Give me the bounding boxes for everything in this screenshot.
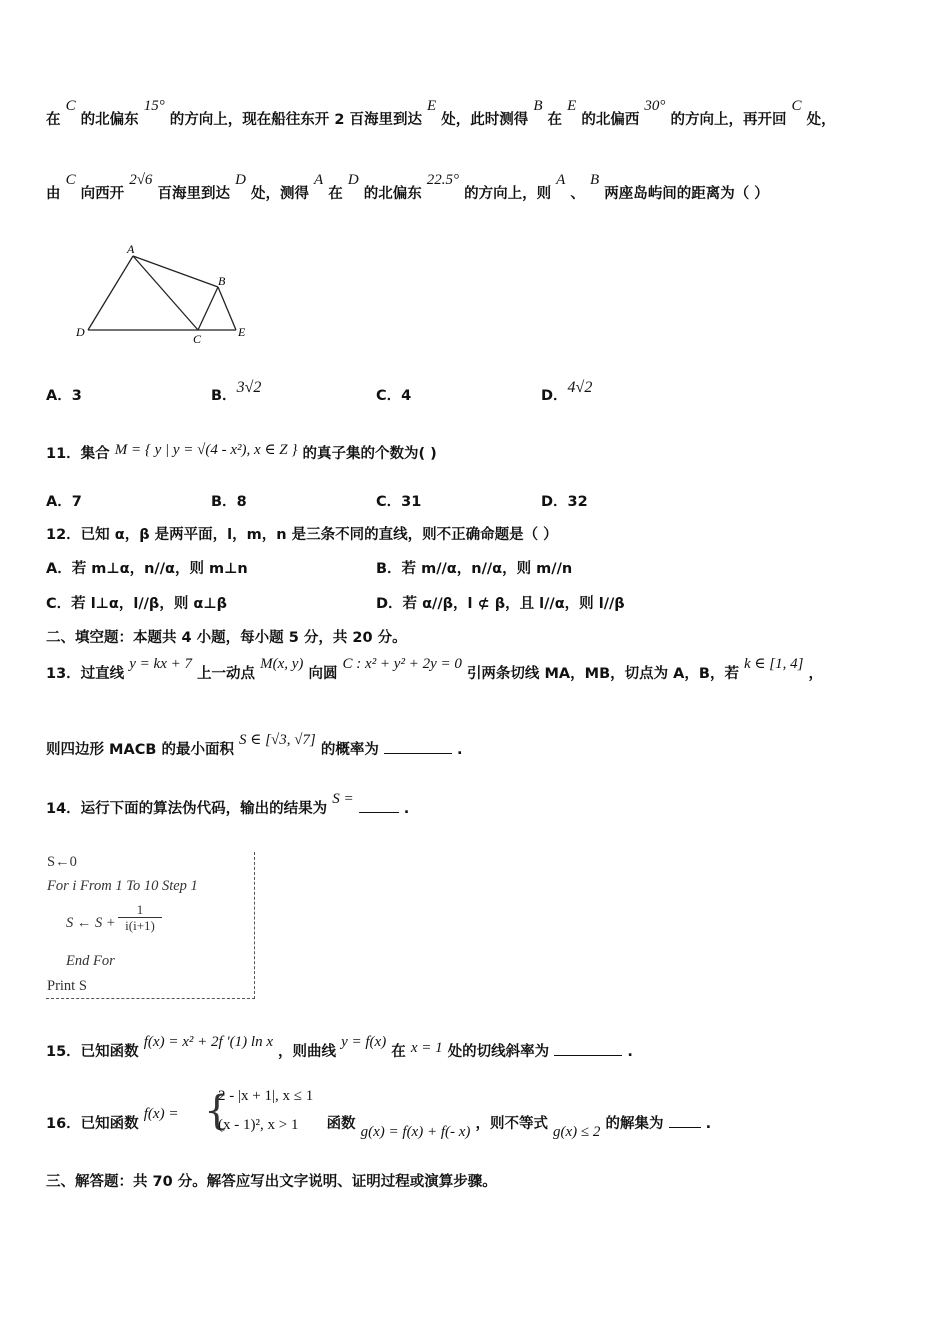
option-letter: D． xyxy=(541,494,568,510)
label-B: B xyxy=(218,274,226,288)
text: 的北偏东 xyxy=(80,112,139,128)
q11-stem xyxy=(46,442,437,463)
option-letter: B． xyxy=(211,494,237,510)
text: 在 xyxy=(391,1044,406,1060)
q10-line2 xyxy=(46,172,769,203)
q10-geometry-figure xyxy=(70,240,260,350)
q10-option-b[interactable] xyxy=(211,379,262,405)
q11-option-b[interactable] xyxy=(211,490,247,511)
q11-option-d[interactable] xyxy=(541,490,588,511)
q14-stem xyxy=(46,791,410,818)
code-line-2: For i From 1 To 10 Step 1 xyxy=(47,878,198,894)
math: C : x² + y² + 2y = 0 xyxy=(342,656,462,672)
text: 11．集合 xyxy=(46,446,110,462)
text: 在 xyxy=(547,112,563,128)
math: 15° xyxy=(143,98,165,114)
math: 2√6 xyxy=(129,172,153,188)
math: B xyxy=(533,98,543,114)
q12-stem: 12．已知 α，β 是两平面，l，m，n 是三条不同的直线，则不正确命题是（ ） xyxy=(46,527,558,543)
q16-stem xyxy=(46,1106,712,1140)
math: A xyxy=(556,172,566,188)
text: 的真子集的个数为( ) xyxy=(302,446,437,462)
answer-blank[interactable] xyxy=(669,1126,701,1128)
math: y = kx + 7 xyxy=(129,656,192,672)
answer-blank[interactable] xyxy=(384,752,452,754)
math: E xyxy=(427,98,437,114)
q13-line2 xyxy=(46,732,463,759)
math: 22.5° xyxy=(426,172,460,188)
text: . xyxy=(456,742,463,758)
math-set: M = { y | y = √(4 - x²), x ∈ Z } xyxy=(114,442,298,458)
option-value: 8 xyxy=(236,494,247,510)
math: D xyxy=(347,172,359,188)
label-C: C xyxy=(193,332,202,346)
math: g(x) = f(x) + f(- x) xyxy=(360,1124,471,1140)
answer-blank[interactable] xyxy=(359,811,399,813)
text: 在 xyxy=(328,186,343,202)
q10-option-a[interactable] xyxy=(46,384,82,405)
text: 的北偏西 xyxy=(581,112,640,128)
text: 、 xyxy=(570,186,585,202)
label-E: E xyxy=(238,325,246,339)
math: C xyxy=(791,98,802,114)
math: A xyxy=(314,172,324,188)
text: 引两条切线 MA，MB，切点为 A，B，若 xyxy=(466,666,739,682)
code-text: S ← S + xyxy=(66,915,116,931)
label-A: A xyxy=(127,242,135,256)
math: k ∈ [1, 4] xyxy=(744,656,804,672)
math: x = 1 xyxy=(410,1040,443,1056)
math: D xyxy=(235,172,246,188)
text: 的方向上，则 xyxy=(464,186,552,202)
q15-stem xyxy=(46,1034,633,1061)
q10-line1 xyxy=(46,98,836,129)
text: 处， xyxy=(806,112,836,128)
text: 在 xyxy=(46,112,61,128)
text: 函数 xyxy=(326,1116,356,1132)
option-letter: A． xyxy=(46,494,72,510)
fraction-denominator: i(i+1) xyxy=(118,917,162,933)
q12-option-b[interactable]: B．若 m//α，n//α，则 m//n xyxy=(376,561,573,577)
option-letter: A． xyxy=(46,388,72,404)
option-value: 3 xyxy=(71,388,82,404)
section-2-title: 二、填空题：本题共 4 小题，每小题 5 分，共 20 分。 xyxy=(46,630,407,646)
math: 30° xyxy=(644,98,666,114)
piecewise-case-2: (x - 1)², x > 1 xyxy=(218,1117,299,1133)
text: 则四边形 MACB 的最小面积 xyxy=(46,742,234,758)
q10-option-c[interactable] xyxy=(376,384,411,405)
text: 上一动点 xyxy=(197,666,256,682)
text: ，则不等式 xyxy=(475,1116,548,1132)
piecewise-case-1: 2 - |x + 1|, x ≤ 1 xyxy=(218,1088,314,1104)
math: y = f(x) xyxy=(341,1034,387,1050)
text: ， xyxy=(808,666,824,682)
text: 的方向上，再开回 xyxy=(670,112,787,128)
option-value: 3√2 xyxy=(236,379,262,396)
answer-blank[interactable] xyxy=(554,1054,622,1056)
q12-option-d[interactable]: D．若 α//β，l ⊄ β，且 l//α，则 l//β xyxy=(376,596,625,612)
math: S ∈ [√3, √7] xyxy=(239,732,316,748)
fraction-numerator: 1 xyxy=(136,902,144,917)
text: 15．已知函数 xyxy=(46,1044,139,1060)
math: C xyxy=(65,172,76,188)
option-value: 31 xyxy=(401,494,422,510)
segment-AC xyxy=(133,256,198,330)
text: 处的切线斜率为 xyxy=(447,1044,550,1060)
text: 两座岛屿间的距离为（ ） xyxy=(604,186,769,202)
q11-option-a[interactable] xyxy=(46,490,82,511)
code-line-3 xyxy=(66,915,116,932)
text: 的北偏东 xyxy=(363,186,422,202)
math: C xyxy=(65,98,76,114)
option-letter: D． xyxy=(541,388,568,404)
segment-DA xyxy=(88,256,133,330)
math: f(x) = xyxy=(143,1106,179,1122)
text: 的概率为 xyxy=(320,742,379,758)
text: 的解集为 xyxy=(605,1116,664,1132)
math: B xyxy=(589,172,600,188)
text: 的方向上，现在船往东开 2 百海里到达 xyxy=(169,112,422,128)
option-value: 7 xyxy=(71,494,82,510)
math: S = xyxy=(332,791,354,807)
text: . xyxy=(627,1044,633,1060)
piecewise-brace: { xyxy=(204,1088,230,1134)
text: 百海里到达 xyxy=(157,186,230,202)
code-line-5: Print S xyxy=(47,978,87,994)
text: ，则曲线 xyxy=(278,1044,337,1060)
q12-option-a[interactable]: A．若 m⊥α，n//α，则 m⊥n xyxy=(46,561,248,577)
text: 处，测得 xyxy=(250,186,309,202)
text: . xyxy=(705,1116,712,1132)
text: 由 xyxy=(46,186,61,202)
math: f(x) = x² + 2f ′(1) ln x xyxy=(143,1034,273,1050)
code-line-1: S←0 xyxy=(47,854,77,870)
option-letter: C． xyxy=(376,388,402,404)
segment-CB xyxy=(198,287,218,330)
section-3-title: 三、解答题：共 70 分。解答应写出文字说明、证明过程或演算步骤。 xyxy=(46,1174,497,1190)
option-value: 4 xyxy=(401,388,412,404)
q11-option-c[interactable] xyxy=(376,490,421,511)
segment-BE xyxy=(218,287,236,330)
code-fraction xyxy=(118,902,162,933)
math: g(x) ≤ 2 xyxy=(553,1124,601,1140)
label-D: D xyxy=(76,325,85,339)
q12-option-c[interactable]: C．若 l⊥α，l//β，则 α⊥β xyxy=(46,596,227,612)
text: . xyxy=(403,801,410,817)
option-value: 4√2 xyxy=(567,379,593,396)
text: 处，此时测得 xyxy=(441,112,529,128)
text: 16．已知函数 xyxy=(46,1116,139,1132)
option-letter: B． xyxy=(211,388,237,404)
text: 向圆 xyxy=(308,666,338,682)
q13-line1 xyxy=(46,656,824,683)
math: E xyxy=(567,98,577,114)
text: 向西开 xyxy=(80,186,125,202)
option-letter: C． xyxy=(376,494,402,510)
q10-option-d[interactable] xyxy=(541,379,593,405)
code-line-4: End For xyxy=(66,953,115,969)
text: 14．运行下面的算法伪代码，输出的结果为 xyxy=(46,801,328,817)
math: M(x, y) xyxy=(260,656,304,672)
option-value: 32 xyxy=(567,494,588,510)
text: 13．过直线 xyxy=(46,666,125,682)
